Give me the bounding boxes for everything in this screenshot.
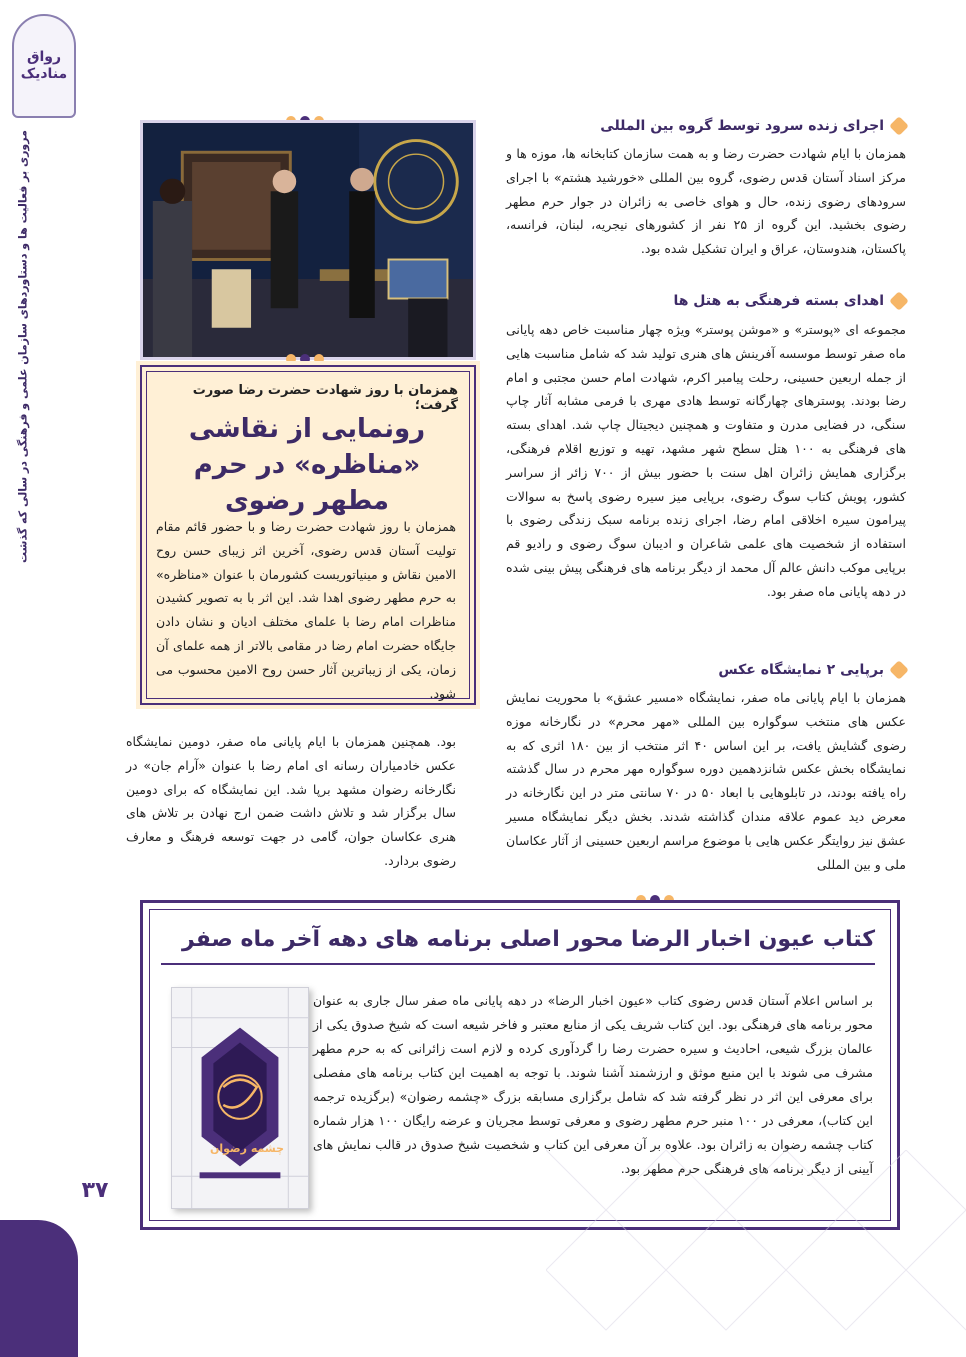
feature-text: بر اساس اعلام آستان قدس رضوی کتاب «عیون اخبار الرضا» در دهه پایانی ماه صفر سال جاری به عنوان محور برنامه های فرهنگی بود. این کتاب شریف یکی از منابع معتبر و فاخر شیعه است که شیخ صدوق یکی از عالمان بزرگ شیعی، احادیث و سیره حضرت رضا را گردآوری کرده و لازم است زائرانی که به حرم مطهر مشرف می شوند با این منبع موثق و ارزشمند آشنا شوند. با توجه به اهمیت این کتاب برنامه های مفصلی برای معرفی این اثر در نظر گرفته شد که شامل برگزاری مسابقه بزرگ «چشمه رضوان» (برگزیده ترجمه این کتاب)، معرفی در ۱۰۰ منبر حرم مطهر رضوی و معرفی توسط مجریان و عرضه رایگان ۱۰۰ هزار شماره کتاب چشمه رضوان به زائران بود. علاوه بر آن معرفی این کتاب و شخصیت شیخ صدوق در قالب نمایش های آیینی از دیگر برنامه های فرهنگی حرم مطهر بود. — [313, 993, 873, 1176]
page-number: ۳۷ — [81, 1178, 109, 1203]
book-cover — [171, 987, 309, 1209]
feature-divider — [161, 963, 875, 965]
sidebar-title: رونمایی از نقاشی «مناظره» در حرم مطهر رضوی — [188, 414, 426, 516]
section-2-text: مجموعه ای «پوستر» و «موشن پوستر» ویژه چهار مناسبت خاص دهه پایانی ماه صفر توسط موسسه آفرینش های هنری تولید شد که شامل مناسبت هایی از جمله اربعین حسینی، رحلت پیامبر اکرم، شهادت امام حسن مجتبی و امام رضا بودند. پوسترهای چهارگانه توسط هادی مهری با فرمی مشابه آثار چاپ سنگی، در فضایی مدرن و متفاوت و همچنین دیجیتال چاپ شد. اهدای بسته های فرهنگی به ۱۰۰ هتل سطح شهر مشهد، تهیه و توزیع اقلام فرهنگی، برگزاری همایش زائران اهل سنت با حضور بیش از ۷۰۰ زائر از سراسر کشور، پویش کتاب سوگ رضوی، برپایی میز سیره رضوی پاسخ به سوالات پیرامون سیره اخلاقی امام رضا، اجرای زنده برنامه سبک زندگی رضوی با استفاده از شخصیت های علمی شاعران و ادیبان سوگ رضوی و رادیو قم برپایی موکب دانش عالم آل محمد از دیگر برنامه های فرهنگی پیش بینی شده در دهه پایانی ماه صفر بود. — [506, 322, 906, 599]
section-3-heading: برپایی ۲ نمایشگاه عکس — [718, 662, 884, 678]
diamond-bullet-icon — [889, 291, 909, 311]
section-3-text: همزمان با ایام پایانی ماه صفر، نمایشگاه «مسیر عشق» با محوریت نمایش عکس های منتخب سوگواره بین المللی «مهر محرم» در نگارخانه موزه رضوی گشایش یافت، بر این اساس ۴۰ اثر منتخب از بین ۱۸۰ اثری که به نمایشگاه بخش عکس شانزدهمین دوره سوگواره مهر محرم در سال گذشته راه یافته بودند، در تابلوهایی با ابعاد ۵۰ در ۷۰ سانتی متر در این نگارخانه در معرض دید عموم علاقه مندان گذاشته شدند. بخش دیگر نمایشگاه مسیر عشق نیز روایتگر عکس هایی با موضوع مراسم اربعین حسینی از آثار عکاسان ملی و بین المللی — [506, 690, 907, 872]
section-heading-2 — [486, 293, 906, 309]
section-heading-3 — [486, 662, 906, 678]
section-heading-1 — [486, 118, 906, 134]
continuation-text: بود. همچنین همزمان با ایام پایانی ماه صفر، دومین نمایشگاه عکس خادمیاران رسانه ای امام رضا با عنوان «آرام جان» در نگارخانه رضوان مشهد برپا شد. این نمایشگاه که برای دومین سال برگزار شد و تلاش داشت ضمن ارج نهادن بر تلاش های هنری عکاسان جوان، گامی در جهت توسعه فرهنگ و معارف رضوی بردارد. — [126, 734, 456, 868]
sidebar-box — [140, 365, 476, 705]
feature-title: کتاب عیون اخبار الرضا محور اصلی برنامه های دهه آخر ماه صفر — [182, 927, 875, 952]
background-pattern — [546, 1150, 966, 1357]
diamond-bullet-icon — [889, 660, 909, 680]
sidebar-pre-title: همزمان با روز شهادت حضرت رضا صورت گرفت؛ — [192, 383, 458, 413]
magazine-logo — [12, 14, 76, 118]
event-photo — [140, 120, 476, 360]
section-1-heading: اجرای زنده سرود توسط گروه بین المللی — [600, 118, 884, 134]
section-2-heading: اهدای بسته فرهنگی به هتل ها — [673, 293, 884, 309]
corner-decoration — [0, 1220, 78, 1357]
book-cover-illustration — [172, 988, 308, 1208]
sidebar-text: همزمان با روز شهادت حضرت رضا و با حضور قائم مقام تولیت آستان قدس رضوی، آخرین اثر زیبای حسن روح الامین نقاش و مینیاتوریست کشورمان با عنوان «مناظره» به حرم مطهر رضوی اهدا شد. این اثر با به تصویر کشیدن مناظرات امام رضا با علمای مختلف ادیان و نشان دادن جایگاه حضرت امام رضا در مقامی بالاتر از همه علمای آن زمان، یکی از زیباترین آثار حسن روح الامین محسوب می شود. — [156, 519, 456, 701]
diamond-bullet-icon — [889, 116, 909, 136]
side-running-title: مروری بر فعالیت ها و دستاوردهای سازمان علمی و فرهنگی در سالی که گذشت — [16, 130, 30, 563]
section-1-text: همزمان با ایام شهادت حضرت رضا و به همت سازمان کتابخانه ها، موزه ها و مرکز اسناد آستان قدس رضوی، گروه بین المللی «خورشید هشتم» با اجرای سرودهای رضوی زنده، حال و هوای خاصی به زائران در جوار حرم مطهر رضوی بخشید. این گروه از ۲۵ نفر از کشورهای نیجریه، لبنان، فرانسه، پاکستان، هندوستان، عراق و ایران تشکیل شده بود. — [506, 146, 906, 257]
event-photo-illustration — [143, 123, 473, 357]
logo-text: رواق منادیک — [20, 49, 68, 82]
book-title: چشمه رضوان — [209, 1142, 284, 1155]
photo-ornament-bottom — [286, 352, 324, 366]
